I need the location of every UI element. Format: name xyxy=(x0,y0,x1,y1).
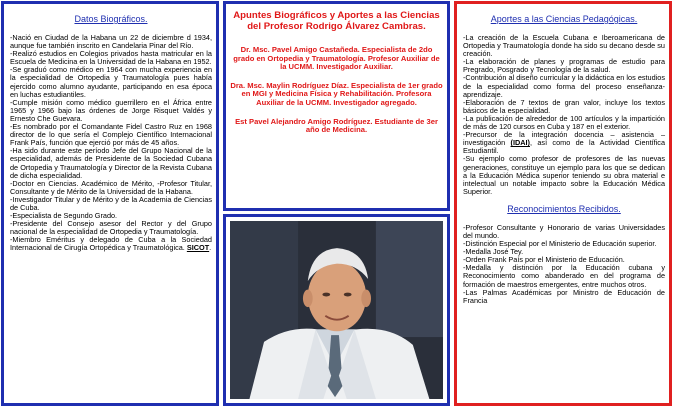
author-credit: Dra. Msc. Maylin Rodríguez Díaz. Especialista de 1er grado en MGI y Medicina Física y Rehabilitación. Profesora Auxiliar de la UCMM. Investigador agregado. xyxy=(230,80,443,107)
contribution-line: -La elaboración de planes y programas de estudio para Pregrado, Posgrado y Tecnología de la salud. xyxy=(463,57,665,75)
contributions-panel xyxy=(454,1,672,406)
bio-line: -Investigador Titular y de Mérito y de la Academia de Ciencias de Cuba. xyxy=(10,194,212,212)
recognition-line: -Medalla José Tey. xyxy=(463,247,524,257)
bio-line-text: -Miembro Eméritus y delegado de Cuba a la Sociedad Internacional de Cirugía Ortopédica y Traumatológica. xyxy=(10,235,212,253)
sicot-period: . xyxy=(209,243,212,253)
recognitions-heading: Reconocimientos Recibidos. xyxy=(507,203,621,214)
contribution-line: -Contribución al diseño curricular y la didáctica en los estudios de la especialidad como forma del proceso enseñanza- aprendizaje. xyxy=(463,73,665,99)
contribution-line: -La publicación de alrededor de 100 artículos y la impartición de más de 120 cursos en Cuba y 187 en el exterior. xyxy=(463,113,665,132)
document-title: Apuntes Biográficos y Aportes a las Ciencias del Profesor Rodrigo Álvarez Cambras. xyxy=(233,10,440,32)
portrait-photo xyxy=(230,221,443,399)
bio-line: -Es nombrado por el Comandante Fidel Castro Ruz en 1968 director de lo que sería el Complejo Científico Internacional Frank País, función que ejerció por más de 45 años. xyxy=(10,122,212,148)
title-panel xyxy=(223,1,450,211)
bio-line: -Ha sido durante este período Jefe del Grupo Nacional de la especialidad, además de Presidente de la Sociedad Cubana de Ortopedia y Traumatología y Director de la Revista Cubana de dicha especialidad. xyxy=(10,146,212,180)
recognition-line: -Las Palmas Académicas por Ministro de Educación de Francia xyxy=(463,287,665,305)
bio-line: -Especialista de Segundo Grado. xyxy=(10,211,118,221)
example-line: -Su ejemplo como profesor de profesores de las nuevas generaciones, constituye un ejemplo para los que se dedican a la Educación Médica superior teniendo su obra material e intelectual un notable impacto sobre la Educación Médica Superior. xyxy=(463,154,665,196)
contribution-line: -La creación de la Escuela Cubana e Iberoamericana de Ortopedia y Traumatología donde ha sido su decano desde su creación. xyxy=(463,33,665,59)
bio-line: -Presidente del Consejo asesor del Rector y del Grupo nacional de la especialidad de Ortopedia y Traumatología. xyxy=(10,219,212,237)
biographical-list xyxy=(10,34,212,253)
recognition-line: -Orden Frank País por el Ministerio de Educación. xyxy=(463,255,625,265)
contributions-heading: Aportes a las Ciencias Pedagógicas. xyxy=(490,14,638,24)
bio-line: -Cumple misión como médico guerrillero en el África entre 1965 y 1966 bajo las órdenes de Jorge Risquet Valdés y Ernesto Che Guevara. xyxy=(10,97,212,123)
recognition-line: -Medalla y distinción por la Educación cubana y Reconocimiento como abanderado en del programa de formación de maestros emergentes, entre muchos otros. xyxy=(463,263,665,289)
sicot-label: SICOT xyxy=(186,243,210,253)
portrait-illustration xyxy=(230,221,443,399)
idai-label: (IDAI) xyxy=(510,138,530,148)
integration-line xyxy=(463,131,665,155)
bio-line: -Se graduó como médico en 1964 con mucha experiencia en la especialidad de Ortopedia y Traumatología pues había ejercido como alumno ayudante, participando en esa época en luchas estudiantiles. xyxy=(10,65,212,99)
integration-text-end: , así como de la Actividad Científica Estudiantil. xyxy=(463,138,666,156)
recognition-line: -Profesor Consultante y Honorario de varias Universidades del mundo. xyxy=(463,222,665,240)
biographical-heading: Datos Biográficos. xyxy=(74,14,148,24)
bio-line: -Realizó estudios en Colegios privados hasta matricular en la Escuela de Medicina en la Universidad de la Habana en 1952. xyxy=(10,49,212,67)
integration-text: -Precursor de la integración docencia – asistencia – investigación xyxy=(463,130,665,148)
bio-line: -Nació en Ciudad de la Habana un 22 de diciembre d 1934, aunque fue también inscrito en Candelaria Pinar del Río. xyxy=(10,33,212,51)
author-credit: Dr. Msc. Pavel Amigo Castañeda. Especialista de 2do grado en Ortopedia y Traumatología. Profesor Auxiliar de la UCMM. Investigador Auxiliar. xyxy=(233,45,440,72)
author-credit: Est Pavel Alejandro Amigo Rodríguez. Estudiante de 3er año de Medicina. xyxy=(235,116,438,135)
bio-line-last xyxy=(10,236,212,252)
biographical-data-panel xyxy=(1,1,219,406)
photo-panel xyxy=(223,214,450,406)
recognition-line: -Distinción Especial por el Ministerio de Educación superior. xyxy=(463,239,657,249)
bio-line: -Doctor en Ciencias. Académico de Mérito, -Profesor Titular, Consultante y de Mérito de la Universidad de la Habana. xyxy=(10,178,212,196)
contribution-line: -Elaboración de 7 textos de gran valor, incluye los textos básicos de la especialidad. xyxy=(463,97,665,115)
